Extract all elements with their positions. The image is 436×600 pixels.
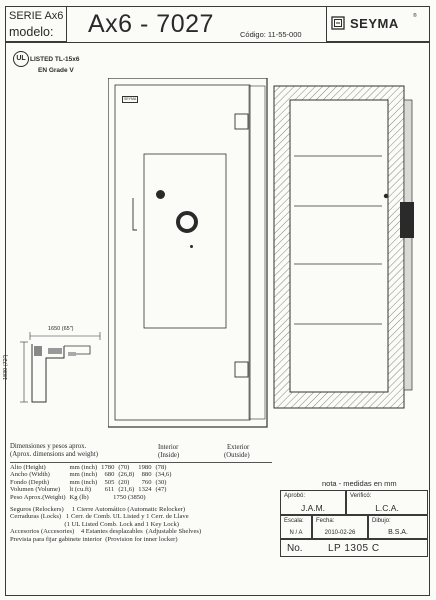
note-line: Cerraduras (Locks) 1 Cerr. de Comb. UL Listed y 1 Cerr. de Llave: [10, 513, 189, 521]
width-dimension: 1650 (65"): [48, 326, 74, 332]
col-interior-sub: (Inside): [158, 452, 180, 459]
row-label: Fondo (Depth): [10, 478, 50, 486]
height-dimension: 1830 (72"): [3, 354, 9, 380]
table-row: [8, 494, 173, 501]
fecha-value: 2010-02-26: [324, 530, 356, 536]
note-line: Prevista para fijar gabinete interior (Provision for inner locker): [10, 535, 178, 543]
row-in-inch: (70): [118, 464, 130, 471]
codigo-text: Código: 11-55-000: [240, 30, 302, 39]
row-in-inch: (20): [118, 478, 130, 486]
aprobo-value: J.A.M.: [300, 503, 326, 513]
row-in-mm: 680: [104, 471, 115, 479]
grade-label: EN Grade V: [38, 67, 74, 74]
note-line: (1 UL Listed Comb. Lock and 1 Key Lock): [10, 520, 179, 528]
specs-header-rule: [10, 462, 272, 463]
keyhole-icon: [190, 245, 193, 248]
safe-logo-icon: [331, 16, 345, 35]
specs-title-en: (Aprox. dimensions and weight): [10, 451, 98, 458]
brand-name: SEYMA: [350, 16, 399, 31]
ul-mark-text: UL: [16, 55, 26, 62]
row-unit: mm (inch): [69, 471, 98, 479]
header-divider: [5, 42, 430, 43]
specs-title: Dimensiones y pesos aprox.: [10, 443, 87, 450]
combination-dial-icon: [156, 190, 165, 199]
table-row: [8, 486, 173, 493]
row-ex-mm: 1980: [138, 464, 152, 471]
specs-dimensions: [8, 464, 173, 501]
listed-label: LISTED TL-15x6: [30, 56, 80, 63]
modelo-label: modelo:: [9, 25, 54, 39]
col-interior: Interior: [158, 444, 179, 451]
note-line: Accesorios (Accesories) 4 Estantes desplazables (Adjustable Shelves): [10, 528, 202, 536]
door-tag: SEYMA: [124, 96, 137, 101]
dibujo-value: B.S.A.: [388, 529, 408, 536]
verifico-label: Verificó:: [350, 493, 372, 499]
row-ex-inch: (30): [155, 478, 167, 486]
specs-notes: [10, 506, 201, 543]
row-label: Volumen (Volume): [10, 486, 61, 494]
verifico-value: L.C.A.: [375, 503, 399, 513]
row-unit: mm (inch): [69, 478, 98, 486]
row-unit: lt (cu.ft): [69, 486, 92, 494]
verifico-cell: [346, 490, 428, 515]
measurement-note: nota - medidas en mm: [322, 479, 397, 488]
fecha-cell: [312, 515, 368, 539]
row-in-mm: 505: [104, 478, 115, 486]
row-label: Alto (Height): [10, 464, 46, 471]
row-in-inch: (21,6): [118, 486, 135, 494]
front-view: [108, 78, 268, 428]
row-ex-mm: 1324: [138, 486, 152, 494]
weight-unit: Kg (lb): [69, 493, 89, 501]
fecha-label: Fecha:: [316, 518, 335, 524]
weight-value: 1750 (3850): [113, 493, 146, 501]
table-row: [8, 464, 173, 471]
drawing-number-value: LP 1305 C: [328, 543, 380, 554]
table-row: [8, 471, 173, 478]
escala-value: N / A: [289, 530, 303, 536]
row-ex-mm: 760: [141, 478, 152, 486]
row-unit: mm (inch): [69, 464, 98, 471]
row-ex-inch: (34,6): [155, 471, 172, 479]
note-line: Seguros (Relockers) 1 Cierre Automático (Automatic Relocker): [10, 506, 186, 513]
table-row: [8, 479, 173, 486]
row-ex-inch: (47): [155, 486, 167, 494]
aprobo-cell: [280, 490, 346, 515]
model-number: Ax6 - 7027: [88, 10, 214, 38]
drawing-number-label: No.: [287, 543, 303, 554]
handle-wheel-icon: [176, 211, 198, 233]
row-in-mm: 1780: [101, 464, 115, 471]
escala-cell: [280, 515, 312, 539]
series-label: SERIE Ax6: [9, 10, 64, 22]
registered-mark: ®: [413, 13, 417, 19]
row-in-inch: (26,8): [118, 471, 135, 479]
col-exterior-sub: (Outside): [224, 452, 250, 459]
dibujo-cell: [368, 515, 428, 539]
dibujo-label: Dibujo:: [372, 518, 391, 524]
row-in-mm: 611: [104, 486, 115, 494]
aprobo-label: Aprobó:: [284, 493, 306, 499]
row-ex-mm: 880: [141, 471, 152, 479]
col-exterior: Exterior: [227, 444, 250, 451]
section-view: [270, 82, 420, 412]
row-label: Ancho (Width): [10, 471, 50, 479]
row-ex-inch: (78): [155, 464, 167, 471]
escala-label: Escala:: [284, 518, 304, 524]
drawing-number-cell: [280, 539, 428, 557]
weight-label: Peso Aprox.(Weight): [10, 493, 66, 501]
ul-logo-icon: [13, 51, 29, 67]
